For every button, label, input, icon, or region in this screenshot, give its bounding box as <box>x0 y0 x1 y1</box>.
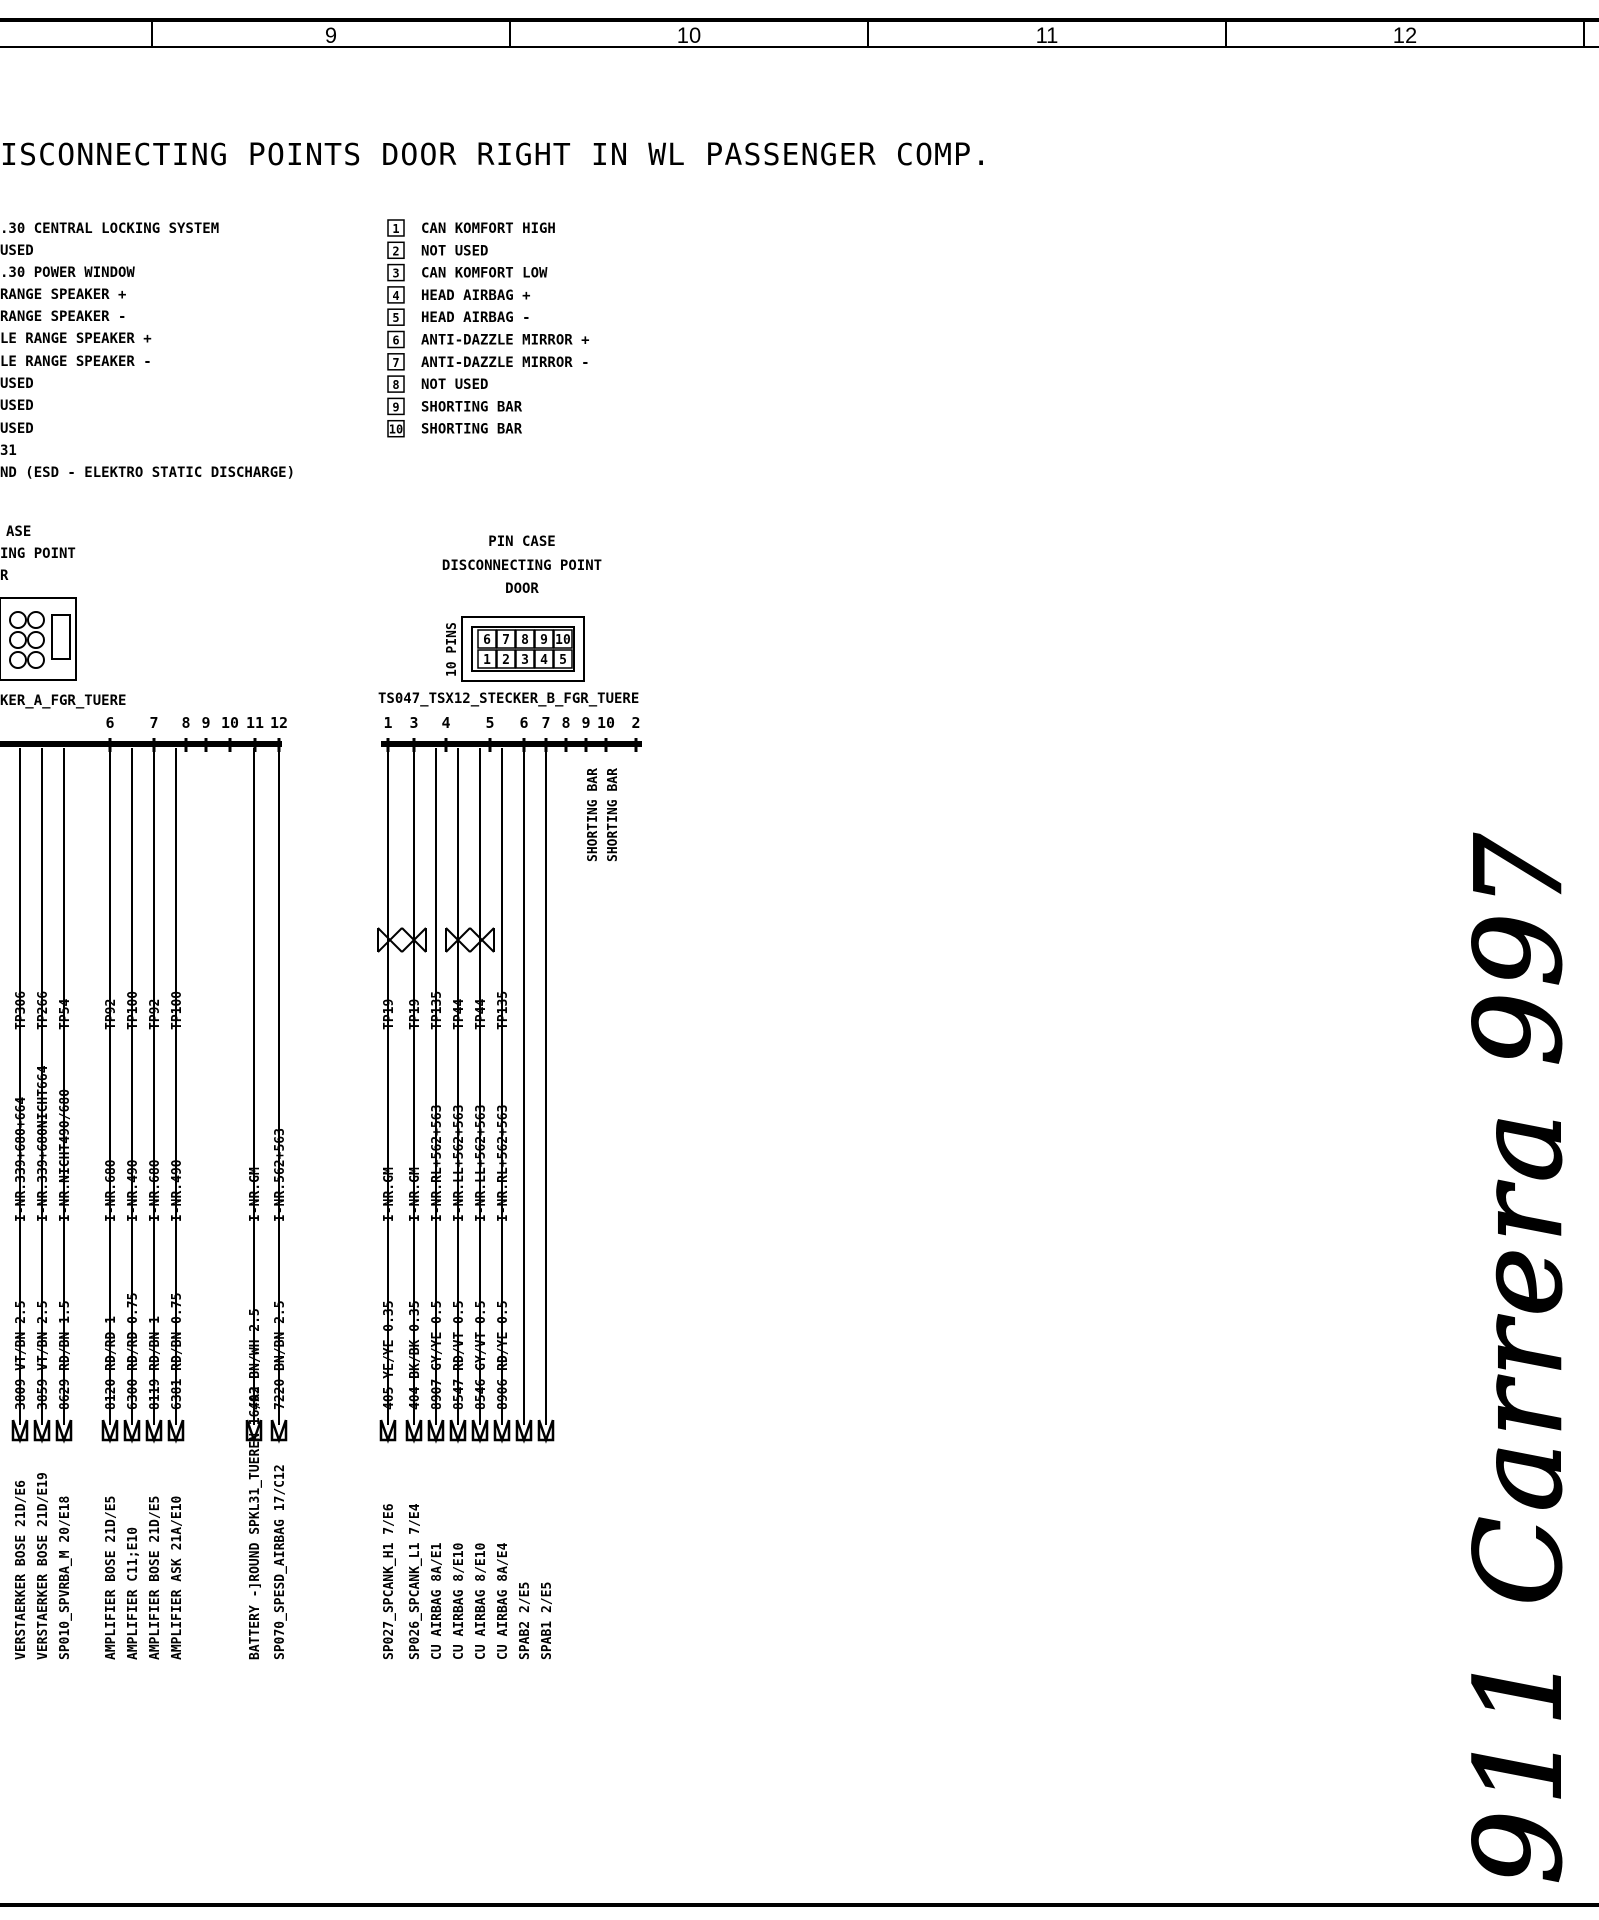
wire-spec: 8120 RD/RD 1 <box>104 1316 119 1410</box>
legend-num: 7 <box>392 355 400 370</box>
wire-destination: CU AIRBAG 8/E10 <box>474 1542 489 1660</box>
wire <box>517 748 533 1660</box>
wire-inr: I-NR.LL+562+563 <box>474 1104 489 1222</box>
wire-inr: I-NR.680 <box>148 1159 163 1222</box>
left-pin-label: 12 <box>269 714 289 732</box>
right-pincase-line: DISCONNECTING POINT <box>441 558 603 574</box>
wire-destination: SP010_SPVRBA_M 20/E18 <box>58 1495 73 1660</box>
column-label-10: 10 <box>676 23 702 48</box>
right-pin-label: 10 <box>596 714 616 732</box>
pincase-cell-num: 8 <box>521 633 529 648</box>
legend-num: 2 <box>392 244 400 259</box>
wire-inr: I-NR.339+680NICHT664 <box>36 1065 51 1222</box>
legend-num: 5 <box>392 311 400 326</box>
right-connector-name: TS047_TSX12_STECKER_B_FGR_TUERE <box>378 691 640 707</box>
wire <box>539 748 555 1660</box>
legend-left-item: LE RANGE SPEAKER - <box>0 354 152 370</box>
wire-destination: CU AIRBAG 8/E10 <box>452 1542 467 1660</box>
legend-left <box>0 221 295 481</box>
left-pin-label: 9 <box>201 714 211 732</box>
wire-testpoint: TP135 <box>430 990 445 1030</box>
legend-right <box>388 220 590 438</box>
pincase-cell-num: 3 <box>521 653 529 668</box>
wire <box>247 748 263 1660</box>
right-pincase-line: PIN CASE <box>488 534 556 550</box>
legend-right-label: CAN KOMFORT HIGH <box>421 221 556 237</box>
wire-inr: I-NR.490 <box>126 1159 141 1222</box>
diagram-title: ISCONNECTING POINTS DOOR RIGHT IN WL PASSENGER COMP. <box>0 138 992 173</box>
wire-inr: I-NR.RL+562+563 <box>430 1104 445 1222</box>
wire-inr: I-NR.GM <box>382 1167 397 1222</box>
wire-inr: I-NR.RL+562+563 <box>496 1104 511 1222</box>
legend-right-label: SHORTING BAR <box>421 421 523 438</box>
wire-testpoint: TP100 <box>170 990 185 1030</box>
right-pin-label: 1 <box>383 714 393 732</box>
right-pin-label: 3 <box>409 714 419 732</box>
legend-left-item: USED <box>0 398 34 414</box>
wire <box>429 748 445 1660</box>
wire-testpoint: TP19 <box>382 998 397 1030</box>
legend-left-item: LE RANGE SPEAKER + <box>0 331 152 347</box>
wire <box>169 748 185 1660</box>
wire-destination: AMPLIFIER BOSE 21D/E5 <box>148 1495 163 1660</box>
left-pin-label: 11 <box>245 714 265 732</box>
wire <box>35 748 51 1660</box>
wire-inr: I-NR.GM <box>248 1167 263 1222</box>
wire-spec: 8546 GY/VT 0.5 <box>474 1300 489 1410</box>
legend-left-item: ND (ESD - ELEKTRO STATIC DISCHARGE) <box>0 465 296 481</box>
wire <box>272 748 288 1660</box>
legend-right-label: NOT USED <box>421 243 489 260</box>
column-label-12: 12 <box>1392 23 1418 48</box>
wire <box>451 748 467 1660</box>
wire-inr: I-NR.NICHT490/680 <box>58 1088 73 1222</box>
left-pincase <box>0 524 76 680</box>
wire <box>57 748 73 1660</box>
wire-testpoint: TP19 <box>408 998 423 1030</box>
legend-right-label: NOT USED <box>421 377 489 394</box>
wire-spec: 404 BK/BK 0.35 <box>408 1300 423 1410</box>
legend-num: 6 <box>392 333 400 348</box>
wire-spec: 6300 RD/RD 0.75 <box>126 1292 141 1410</box>
column-label-9: 9 <box>324 23 338 48</box>
wire <box>147 748 163 1660</box>
wire <box>13 748 29 1660</box>
wire <box>495 748 511 1660</box>
pincase-cell-num: 4 <box>540 653 548 668</box>
legend-num: 10 <box>388 422 404 437</box>
right-pin-label: 8 <box>561 714 571 732</box>
legend-left-item: RANGE SPEAKER - <box>0 309 127 325</box>
right-pin-label: 2 <box>631 714 641 732</box>
wire-destination: CU AIRBAG 8A/E4 <box>496 1542 511 1660</box>
wire <box>125 748 141 1660</box>
left-pincase-line: ING POINT <box>0 546 76 562</box>
pincase-cell-num: 10 <box>555 633 571 648</box>
wire <box>407 748 423 1660</box>
wire-spec: 8119 RD/BN 1 <box>148 1316 163 1410</box>
wire-testpoint: TP44 <box>452 998 467 1030</box>
pincase-cell-num: 2 <box>502 653 510 668</box>
wire-destination: SP027_SPCANK_H1 7/E6 <box>382 1503 397 1660</box>
wire-destination: BATTERY -]ROUND SPKL31_TUEREN 16/A2 <box>248 1386 263 1660</box>
wire-testpoint: TP266 <box>36 990 51 1030</box>
legend-right-label: ANTI-DAZZLE MIRROR + <box>421 332 590 349</box>
legend-left-item: USED <box>0 421 34 437</box>
wire-spec: 405 YE/YE 0.35 <box>382 1300 397 1410</box>
legend-left-item: 31 <box>0 443 17 459</box>
legend-left-item: USED <box>0 243 34 259</box>
wire-spec: 7220 BN/BN 2.5 <box>273 1300 288 1410</box>
shorting-bar-label: SHORTING BAR <box>606 768 621 862</box>
wire-destination: SP026_SPCANK_L1 7/E4 <box>408 1503 423 1660</box>
right-pincase-line: DOOR <box>505 581 539 597</box>
left-pin-label: 10 <box>220 714 240 732</box>
legend-num: 9 <box>392 400 400 415</box>
wire-destination: CU AIRBAG 8A/E1 <box>430 1542 445 1660</box>
wire-inr: I-NR.680 <box>104 1159 119 1222</box>
wire-destination: SPAB2 2/E5 <box>518 1581 533 1660</box>
wire-spec: 403 BN/WH 2.5 <box>248 1308 263 1410</box>
wire-destination: AMPLIFIER C11;E10 <box>126 1526 141 1660</box>
wire-spec: 8547 RD/VT 0.5 <box>452 1300 467 1410</box>
wire-spec: 8629 RD/BN 1.5 <box>58 1300 73 1410</box>
wire <box>473 748 489 1660</box>
wire-inr: I-NR.GM <box>408 1167 423 1222</box>
pincase-cell-num: 6 <box>483 633 491 648</box>
wire-destination: AMPLIFIER ASK 21A/E10 <box>170 1495 185 1660</box>
legend-right-label: CAN KOMFORT LOW <box>421 265 548 282</box>
wire <box>381 748 397 1660</box>
left-pin-label: 8 <box>181 714 191 732</box>
left-pincase-line: ASE <box>6 524 32 540</box>
right-pincase-cells <box>478 630 572 668</box>
legend-left-item: .30 POWER WINDOW <box>0 265 135 281</box>
wire-destination: VERSTAERKER BOSE 21D/E19 <box>36 1472 51 1660</box>
left-wires <box>13 748 288 1660</box>
right-pin-label: 9 <box>581 714 591 732</box>
legend-left-item: USED <box>0 376 34 392</box>
pincase-cell-num: 1 <box>483 653 491 668</box>
wire-spec: 8906 RD/YE 0.5 <box>496 1300 511 1410</box>
wire-destination: SP070_SPESD_AIRBAG 17/C12 <box>273 1464 288 1660</box>
wire <box>103 748 119 1660</box>
wire-testpoint: TP92 <box>104 998 119 1030</box>
legend-num: 1 <box>392 222 400 236</box>
legend-right-label: HEAD AIRBAG - <box>421 310 531 327</box>
right-pincase-side-label: 10 PINS <box>445 622 460 677</box>
wire-spec: 8907 GY/YE 0.5 <box>430 1300 445 1410</box>
wire-testpoint: TP92 <box>148 998 163 1030</box>
left-pin-label: 6 <box>105 714 115 732</box>
wire-destination: SPAB1 2/E5 <box>540 1581 555 1660</box>
left-pincase-line: R <box>0 568 9 584</box>
pincase-cell-num: 7 <box>502 633 510 648</box>
wire-testpoint: TP135 <box>496 990 511 1030</box>
wire-destination: VERSTAERKER BOSE 21D/E6 <box>14 1479 29 1660</box>
wire-testpoint: TP100 <box>126 990 141 1030</box>
legend-num: 4 <box>392 288 400 303</box>
wire-inr: I-NR.490 <box>170 1159 185 1222</box>
legend-right-label: HEAD AIRBAG + <box>421 287 531 304</box>
wire-spec: 3859 VT/BN 2.5 <box>36 1300 51 1410</box>
wire-testpoint: TP54 <box>58 998 73 1030</box>
legend-right-label: SHORTING BAR <box>421 399 523 416</box>
carrera-logo: 911 Carrera 997 <box>1450 829 1588 1885</box>
pincase-cell-num: 5 <box>559 653 567 668</box>
column-label-11: 11 <box>1035 23 1059 48</box>
wire-spec: 3809 VT/BN 2.5 <box>14 1300 29 1410</box>
legend-left-item: .30 CENTRAL LOCKING SYSTEM <box>0 221 220 237</box>
legend-num: 8 <box>392 378 400 393</box>
legend-right-label: ANTI-DAZZLE MIRROR - <box>421 354 590 371</box>
wire-testpoint: TP44 <box>474 998 489 1030</box>
wire-inr: I-NR.562+563 <box>273 1128 288 1222</box>
right-pin-label: 4 <box>441 714 451 732</box>
wire-inr: I-NR.LL+562+563 <box>452 1104 467 1222</box>
wire-inr: I-NR.339+680+664 <box>14 1096 29 1222</box>
left-connector-name: KER_A_FGR_TUERE <box>0 693 127 709</box>
legend-left-item: RANGE SPEAKER + <box>0 287 127 303</box>
left-pin-label: 7 <box>149 714 159 732</box>
right-wires <box>381 748 555 1660</box>
wire-testpoint: TP306 <box>14 990 29 1030</box>
legend-num: 3 <box>392 266 400 281</box>
right-pin-label: 7 <box>541 714 551 732</box>
shorting-bar-label: SHORTING BAR <box>586 768 601 862</box>
right-pin-label: 5 <box>485 714 495 732</box>
right-pin-label: 6 <box>519 714 529 732</box>
wire-destination: AMPLIFIER BOSE 21D/E5 <box>104 1495 119 1660</box>
wire-spec: 6381 RD/BN 0.75 <box>170 1292 185 1410</box>
pincase-cell-num: 9 <box>540 633 548 648</box>
